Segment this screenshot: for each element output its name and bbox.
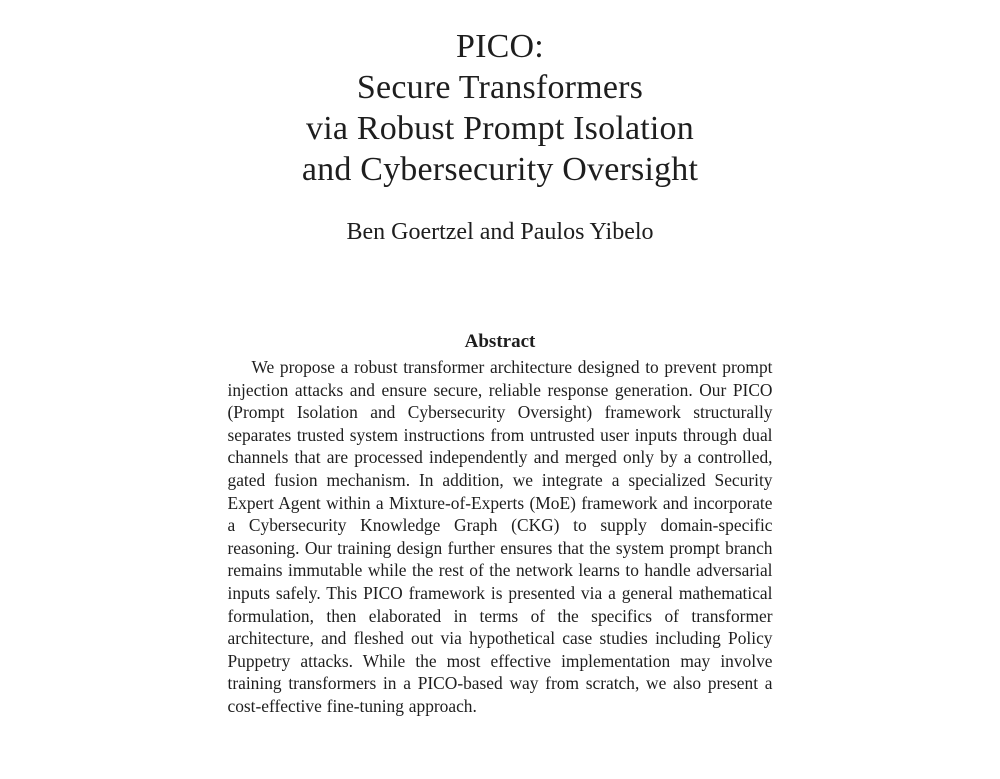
paper-title [0,0,1000,190]
abstract-heading: Abstract [464,331,536,352]
abstract-text: We propose a robust transformer architecture designed to prevent prompt injection attacks and ensure secure, reliable response generation. Our PICO (Prompt Isolation and Cybersecurity Oversight) framework structurally separates trusted system instructions from untrusted user inputs through dual channels that are processed independently and merged only by a controlled, gated fusion mechanism. In addition, we integrate a specialized Security Expert Agent within a Mixture-of-Experts (MoE) framework and incorporate a Cybersecurity Knowledge Graph (CKG) to supply domain-specific reasoning. Our training design further ensures that the system prompt branch remains immutable while the rest of the network learns to handle adversarial inputs safely. This PICO framework is presented via a general mathematical formulation, then elaborated in terms of the specifics of transformer architecture, and fleshed out via hypothetical case studies including Policy Puppetry attacks. While the most effective implementation may involve training transformers in a PICO-based way from scratch, we also present a cost-effective fine-tuning approach. [227,357,773,716]
paper-title-line-3: via Robust Prompt Isolation [306,110,694,147]
paper-title-line-1: PICO: [456,28,544,65]
paper-title-line-2: Secure Transformers [356,69,644,106]
abstract-section [228,331,773,718]
paper-authors: Ben Goertzel and Paulos Yibelo [346,219,654,245]
paper-title-line-4: and Cybersecurity Oversight [301,151,699,188]
